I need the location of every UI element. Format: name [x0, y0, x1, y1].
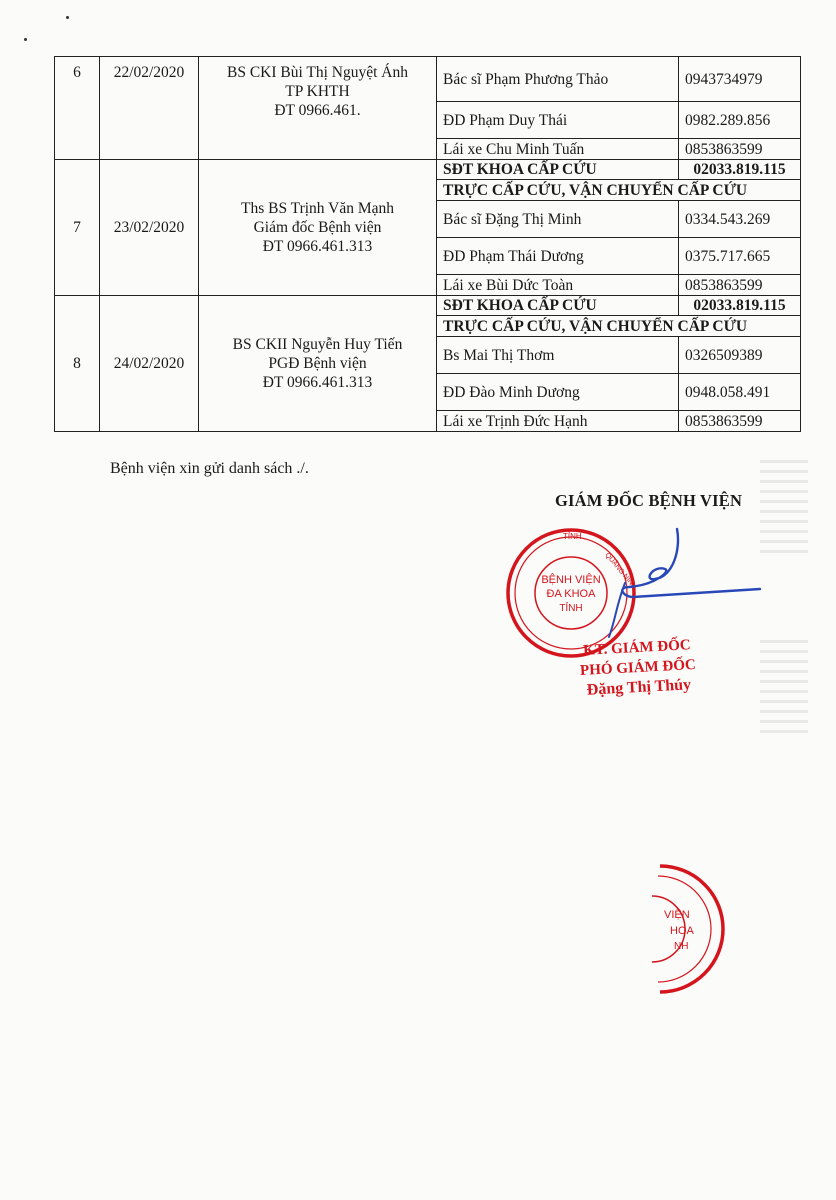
staff-phone: 0943734979 — [679, 57, 801, 102]
scan-speck — [24, 38, 27, 41]
duty-date: 22/02/2020 — [100, 57, 199, 160]
emergency-hotline-number: 02033.819.115 — [679, 160, 801, 180]
bleed-through-marks — [760, 640, 808, 740]
staff-name: Lái xe Trịnh Đức Hạnh — [437, 411, 679, 432]
duty-date: 23/02/2020 — [100, 160, 199, 296]
staff-phone: 0375.717.665 — [679, 238, 801, 275]
staff-name: Bác sĩ Phạm Phương Thảo — [437, 57, 679, 102]
leader-cell — [199, 160, 437, 296]
leader-cell — [199, 57, 437, 160]
scan-speck — [66, 16, 69, 19]
duty-date: 24/02/2020 — [100, 296, 199, 432]
staff-name: ĐD Phạm Duy Thái — [437, 102, 679, 139]
duty-roster-table — [54, 56, 801, 432]
seal-rim-right: QUẢNG NINH — [603, 551, 638, 591]
signer-block — [579, 635, 698, 701]
duty-section-label: TRỰC CẤP CỨU, VẬN CHUYỂN CẤP CỨU — [437, 180, 801, 201]
leader-name: BS CKII Nguyễn Huy Tiến — [232, 336, 403, 353]
signer-position: PHÓ GIÁM ĐỐC — [579, 656, 697, 680]
row-number: 8 — [55, 296, 100, 432]
partial-seal-line-3: NH — [674, 941, 689, 952]
leader-name: Ths BS Trịnh Văn Mạnh — [240, 200, 395, 217]
leader-phone: ĐT 0966.461.313 — [262, 238, 373, 255]
emergency-hotline-label: SĐT KHOA CẤP CỨU — [437, 160, 679, 180]
staff-name: Bác sĩ Đặng Thị Minh — [437, 201, 679, 238]
leader-position: PGĐ Bệnh viện — [268, 355, 367, 372]
table-row — [55, 160, 801, 180]
staff-name: ĐD Đào Minh Dương — [437, 374, 679, 411]
seal-line-1: BỆNH VIỆN — [541, 574, 601, 586]
signer-capacity: KT. GIÁM ĐỐC — [582, 637, 692, 659]
leader-phone: ĐT 0966.461. — [274, 102, 361, 119]
partial-seal — [600, 860, 730, 1000]
staff-phone: 0853863599 — [679, 275, 801, 296]
staff-phone: 0853863599 — [679, 139, 801, 160]
signatory-title: GIÁM ĐỐC BỆNH VIỆN — [555, 491, 743, 510]
emergency-hotline-label: SĐT KHOA CẤP CỨU — [437, 296, 679, 316]
staff-name: Bs Mai Thị Thơm — [437, 337, 679, 374]
closing-note: Bệnh viện xin gửi danh sách ./. — [110, 460, 309, 477]
partial-seal-line-1: VIỆN — [664, 909, 690, 921]
emergency-hotline-number: 02033.819.115 — [679, 296, 801, 316]
staff-phone: 0948.058.491 — [679, 374, 801, 411]
staff-phone: 0982.289.856 — [679, 102, 801, 139]
leader-phone: ĐT 0966.461.313 — [262, 374, 373, 391]
row-number: 7 — [55, 160, 100, 296]
bleed-through-marks — [760, 460, 808, 560]
table-row — [55, 296, 801, 316]
staff-name: ĐD Phạm Thái Dương — [437, 238, 679, 275]
leader-cell — [199, 296, 437, 432]
leader-position: Giám đốc Bệnh viện — [253, 219, 382, 236]
leader-position: TP KHTH — [285, 83, 350, 100]
duty-section-label: TRỰC CẤP CỨU, VẬN CHUYỂN CẤP CỨU — [437, 316, 801, 337]
staff-name: Lái xe Bùi Dức Toàn — [437, 275, 679, 296]
staff-phone: 0334.543.269 — [679, 201, 801, 238]
row-number: 6 — [55, 57, 100, 160]
signer-name: Đặng Thị Thúy — [586, 676, 692, 699]
seal-line-2: ĐA KHOA — [546, 588, 596, 600]
seal-line-3: TỈNH — [559, 603, 583, 614]
seal-rim-top: TỈNH — [563, 532, 582, 541]
staff-name: Lái xe Chu Minh Tuấn — [437, 139, 679, 160]
signature-stroke — [622, 529, 760, 597]
leader-name: BS CKI Bùi Thị Nguyệt Ánh — [227, 64, 408, 81]
staff-phone: 0326509389 — [679, 337, 801, 374]
partial-seal-line-2: HOA — [670, 925, 694, 937]
table-row — [55, 57, 801, 102]
staff-phone: 0853863599 — [679, 411, 801, 432]
